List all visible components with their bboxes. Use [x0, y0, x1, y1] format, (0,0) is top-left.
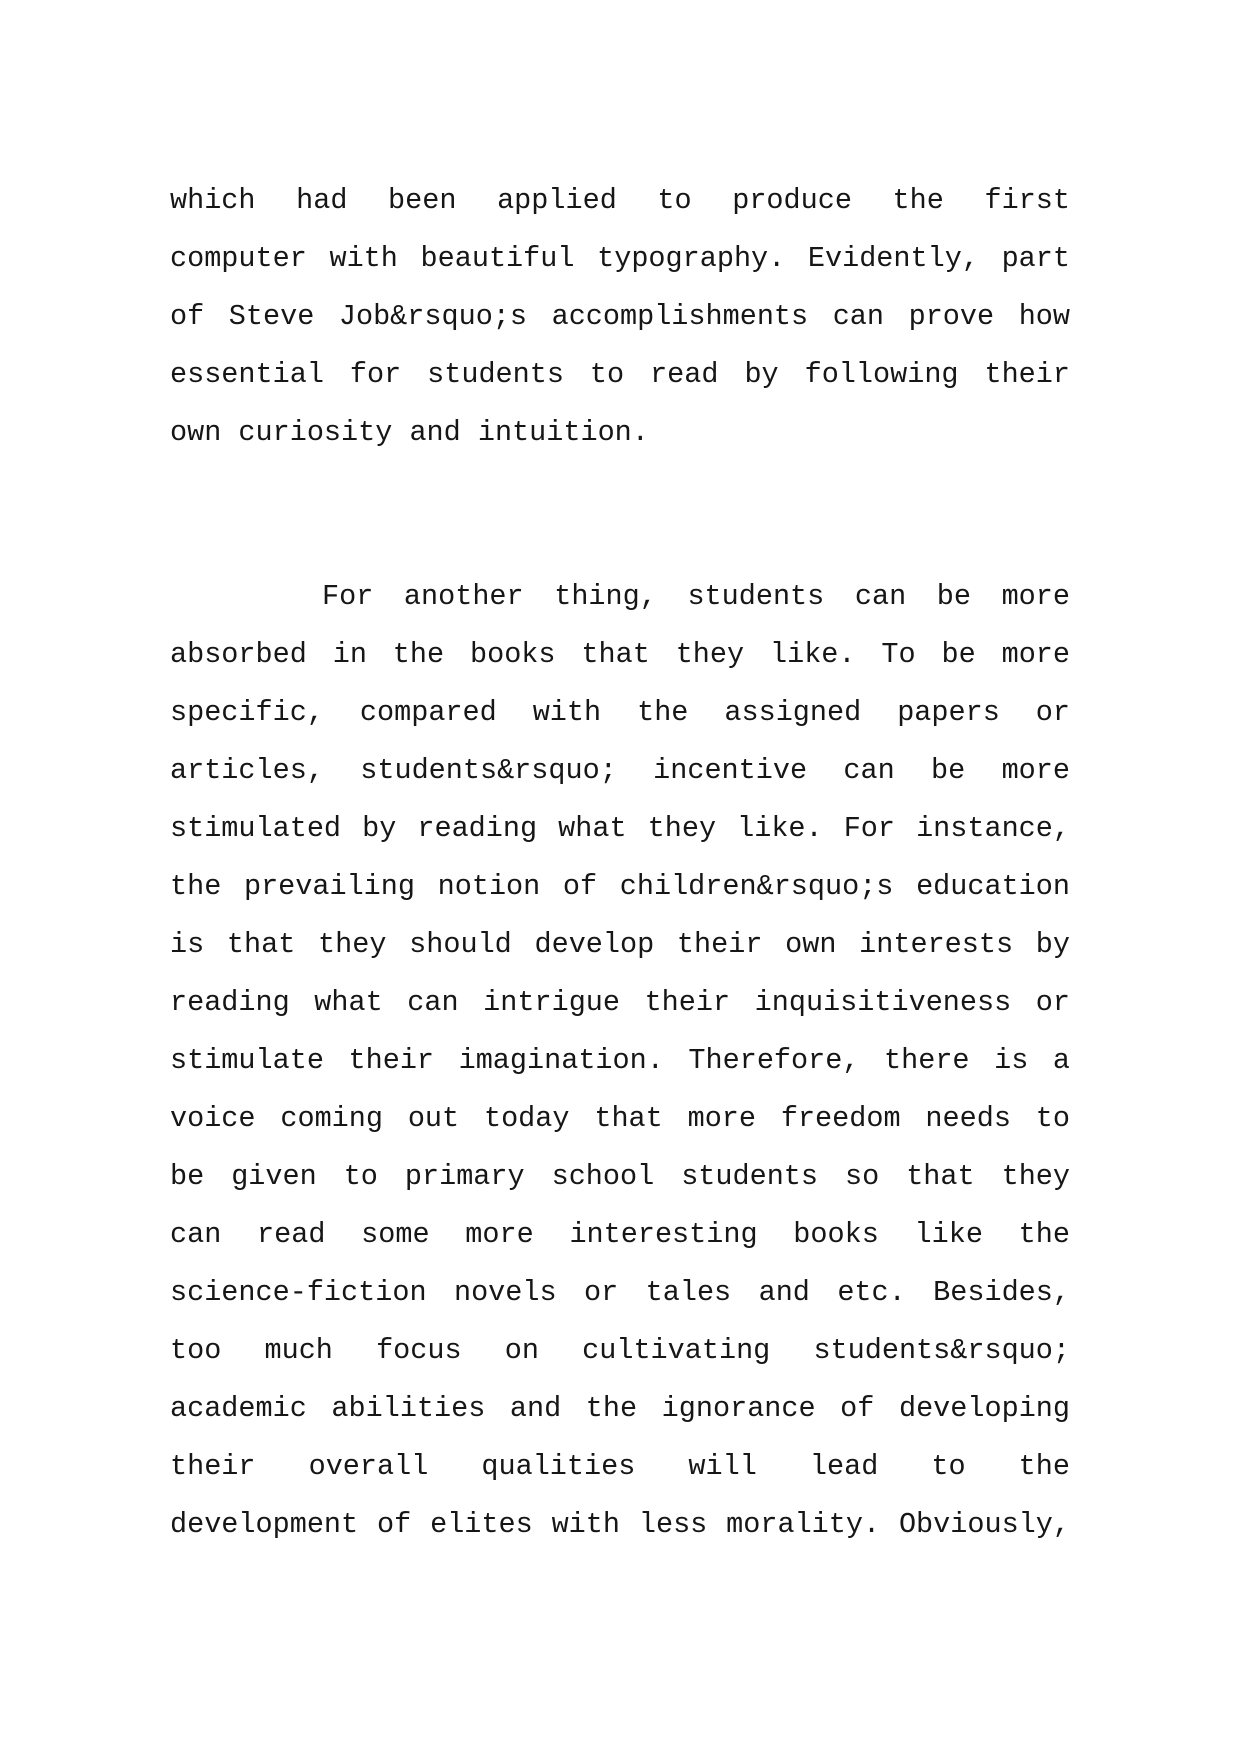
text-line: For another thing, students can be more [322, 580, 1070, 613]
text-line: reading what can intrigue their inquisitiveness or [170, 986, 1070, 1019]
text-line: the prevailing notion of children&rsquo;s education [170, 870, 1070, 903]
text-line: stimulated by reading what they like. For instance, [170, 812, 1070, 845]
paragraph-continuation [170, 172, 1070, 462]
text-line: development of elites with less morality. Obviously, [170, 1508, 1070, 1541]
text-line: too much focus on cultivating students&rsquo; [170, 1334, 1070, 1367]
text-line: stimulate their imagination. Therefore, there is a [170, 1044, 1070, 1077]
text-line: specific, compared with the assigned papers or [170, 696, 1070, 729]
text-line: science-fiction novels or tales and etc. Besides, [170, 1276, 1070, 1309]
text-line: absorbed in the books that they like. To be more [170, 638, 1070, 671]
document-body [170, 172, 1070, 1554]
text-line: own curiosity and intuition. [170, 416, 649, 449]
paragraph-body [170, 568, 1070, 1554]
text-line: essential for students to read by following their [170, 358, 1070, 391]
text-line: their overall qualities will lead to the [170, 1450, 1070, 1483]
text-line: can read some more interesting books like the [170, 1218, 1070, 1251]
text-line: of Steve Job&rsquo;s accomplishments can prove how [170, 300, 1070, 333]
text-line: be given to primary school students so that they [170, 1160, 1070, 1193]
text-line: which had been applied to produce the first [170, 184, 1070, 217]
text-line: academic abilities and the ignorance of developing [170, 1392, 1070, 1425]
text-line: is that they should develop their own interests by [170, 928, 1070, 961]
text-line: articles, students&rsquo; incentive can be more [170, 754, 1070, 787]
text-line: voice coming out today that more freedom needs to [170, 1102, 1070, 1135]
text-line: computer with beautiful typography. Evidently, part [170, 242, 1070, 275]
